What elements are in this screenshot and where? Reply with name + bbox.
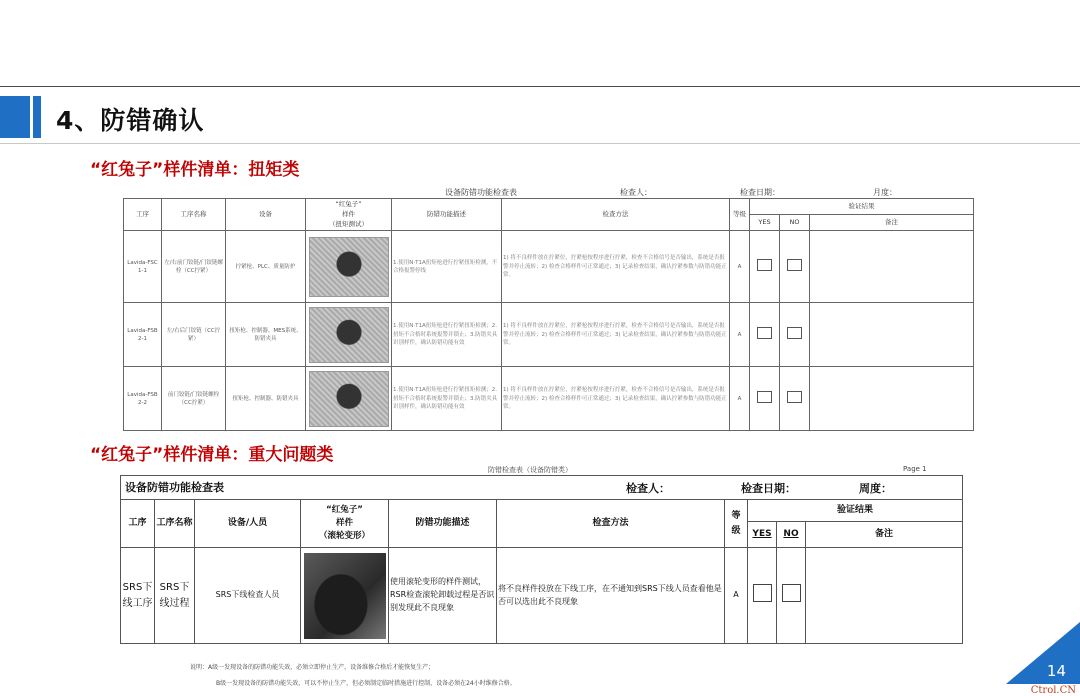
col-process: 工序 xyxy=(124,199,162,231)
col-equipment: 设备/人员 xyxy=(195,500,301,548)
week-label: 周度： xyxy=(859,482,892,495)
torque-table xyxy=(123,198,974,431)
check-date-label: 检查日期： xyxy=(741,482,796,495)
no-checkbox[interactable] xyxy=(787,391,802,403)
major-issue-checklist xyxy=(120,465,962,644)
col-result: 验证结果 xyxy=(750,199,974,215)
row-process: SRS下线工序 xyxy=(121,548,155,644)
col-desc: 防错功能描述 xyxy=(389,500,497,548)
col-yes: YES xyxy=(748,522,777,548)
sheet-title: 设备防错功能检查表 xyxy=(125,480,224,494)
row-desc: 1.使用N·T1A扭矩枪进行拧紧扭矩检测；2.扭矩不合格时系统报警并锁止；3.防错夹具识别样件，确认防错功能有效 xyxy=(392,303,502,367)
page-number: 14 xyxy=(1046,662,1066,680)
row-process: Lavida-FSB 2-2 xyxy=(124,367,162,431)
col-method: 检查方法 xyxy=(497,500,725,548)
no-checkbox[interactable] xyxy=(787,259,802,271)
row-grade: A xyxy=(730,231,750,303)
remark-cell[interactable] xyxy=(806,548,963,644)
row-name: 前门铰链/门铰链螺栓（CC拧紧） xyxy=(162,367,226,431)
col-desc: 防错功能描述 xyxy=(392,199,502,231)
col-process: 工序 xyxy=(121,500,155,548)
remark-cell[interactable] xyxy=(810,231,974,303)
col-name: 工序名称 xyxy=(162,199,226,231)
row-method: 将不良样件投放在下线工序，在不通知到SRS下线人员查看他是否可以选出此不良现象 xyxy=(497,548,725,644)
row-method: 1) 将不良样件放在拧紧位，拧紧枪按程序进行拧紧，检查不合格信号是否输出，系统是否报警并停止流转；2) 检查合格样件可正常通过；3) 记录检查结果，确认拧紧参数与防错功能正常。 xyxy=(502,367,730,431)
sheet-title-row xyxy=(121,476,963,500)
row-process: Lavida-FSB 2-1 xyxy=(124,303,162,367)
row-process: Lavida-FSC 1-1 xyxy=(124,231,162,303)
row-method: 1) 将不良样件放在拧紧位，拧紧枪按程序进行拧紧，检查不合格信号是否输出，系统是否报警并停止流转；2) 检查合格样件可正常通过；3) 记录检查结果，确认拧紧参数与防错功能正常。 xyxy=(502,231,730,303)
no-cell xyxy=(777,548,806,644)
col-result: 验证结果 xyxy=(748,500,963,522)
torque-week-label: 月度： xyxy=(873,188,897,197)
torque-sheet-title: 设备防错功能检查表 xyxy=(445,188,517,197)
note-b: B级一发现设备的防错功能失效，可以不停止生产，但必须制定临时措施进行控制，设备必须在24小时维修合格。 xyxy=(216,680,516,687)
row-equipment: 扭矩枪、控制器、MES系统、防错夹具 xyxy=(226,303,306,367)
sample-photo xyxy=(306,303,392,367)
grade-notes xyxy=(190,660,516,692)
no-cell xyxy=(780,303,810,367)
section2-heading: “红兔子”样件清单：重大问题类 xyxy=(90,445,334,465)
yes-cell xyxy=(748,548,777,644)
yes-checkbox[interactable] xyxy=(757,327,772,339)
col-grade: 等级 xyxy=(730,199,750,231)
yes-cell xyxy=(750,303,780,367)
torque-checklist xyxy=(123,185,973,431)
sample-photo xyxy=(306,231,392,303)
yes-cell xyxy=(750,367,780,431)
sample-photo xyxy=(306,367,392,431)
note-a: 说明：A级一发现设备的防错功能失效，必须立即停止生产，设备维修合格后才能恢复生产； xyxy=(190,664,435,671)
col-name: 工序名称 xyxy=(155,500,195,548)
row-equipment: 拧紧枪、PLC、质量防护 xyxy=(226,231,306,303)
watermark: Ctrol.CN xyxy=(1030,685,1076,696)
col-method: 检查方法 xyxy=(502,199,730,231)
torque-sheet-header xyxy=(123,185,973,198)
torque-check-date-label: 检查日期： xyxy=(740,188,780,197)
sample-photo xyxy=(301,548,389,644)
title-accent-bar xyxy=(0,96,30,138)
yes-checkbox[interactable] xyxy=(757,391,772,403)
row-grade: A xyxy=(725,548,748,644)
remark-cell[interactable] xyxy=(810,303,974,367)
bolt-sample-image xyxy=(309,307,389,363)
yes-checkbox[interactable] xyxy=(753,584,772,602)
page-label: Page 1 xyxy=(903,465,927,473)
col-no: NO xyxy=(780,215,810,231)
table-row xyxy=(124,231,974,303)
torque-inspector-label: 检查人： xyxy=(620,188,652,197)
yes-cell xyxy=(750,231,780,303)
row-grade: A xyxy=(730,367,750,431)
major-issue-table xyxy=(120,475,963,644)
doc-header-line xyxy=(120,465,962,475)
remark-cell[interactable] xyxy=(810,367,974,431)
no-cell xyxy=(780,367,810,431)
section1-heading: “红兔子”样件清单：扭矩类 xyxy=(90,160,300,180)
row-equipment: SRS下线检查人员 xyxy=(195,548,301,644)
table-row xyxy=(124,303,974,367)
no-checkbox[interactable] xyxy=(787,327,802,339)
row-grade: A xyxy=(730,303,750,367)
header-divider xyxy=(0,86,1080,87)
col-no: NO xyxy=(777,522,806,548)
col-remark: 备注 xyxy=(806,522,963,548)
row-desc: 使用滚轮变形的样件测试，RSR检查滚轮卸载过程是否识别发现此不良现象 xyxy=(389,548,497,644)
no-cell xyxy=(780,231,810,303)
doc-header: 防错检查表（设备防错类） xyxy=(488,466,572,474)
col-sample: “红兔子” 样件 （扭矩测试） xyxy=(306,199,392,231)
bolt-sample-image xyxy=(309,371,389,427)
row-desc: 1.使用N·T1A扭矩枪进行拧紧扭矩检测，不合格报警停线 xyxy=(392,231,502,303)
col-remark: 备注 xyxy=(810,215,974,231)
page-number-badge xyxy=(1006,622,1080,684)
row-name: SRS下线过程 xyxy=(155,548,195,644)
col-yes: YES xyxy=(750,215,780,231)
table-row xyxy=(124,367,974,431)
sheet-title-cell xyxy=(121,476,963,500)
row-desc: 1.使用N·T1A扭矩枪进行拧紧扭矩检测；2.扭矩不合格时系统报警并锁止；3.防错夹具识别样件，确认防错功能有效 xyxy=(392,367,502,431)
row-method: 1) 将不良样件放在拧紧位，拧紧枪按程序进行拧紧，检查不合格信号是否输出，系统是否报警并停止流转；2) 检查合格样件可正常通过；3) 记录检查结果，确认拧紧参数与防错功能正常。 xyxy=(502,303,730,367)
col-sample: “红兔子” 样件 （滚轮变形） xyxy=(301,500,389,548)
table-row xyxy=(121,548,963,644)
title-accent-bar-thin xyxy=(33,96,41,138)
page-title: 4、防错确认 xyxy=(56,106,205,135)
row-equipment: 扭矩枪、控制器、防错夹具 xyxy=(226,367,306,431)
title-divider xyxy=(0,143,1080,144)
inspector-label: 检查人： xyxy=(626,482,670,495)
roller-sample-image xyxy=(304,553,386,639)
row-name: 左/右后门铰链（CC拧紧） xyxy=(162,303,226,367)
col-equipment: 设备 xyxy=(226,199,306,231)
bolt-sample-image xyxy=(309,237,389,297)
row-name: 左/右前门铰链/门铰链螺栓（CC拧紧） xyxy=(162,231,226,303)
yes-checkbox[interactable] xyxy=(757,259,772,271)
col-grade: 等 级 xyxy=(725,500,748,548)
no-checkbox[interactable] xyxy=(782,584,801,602)
